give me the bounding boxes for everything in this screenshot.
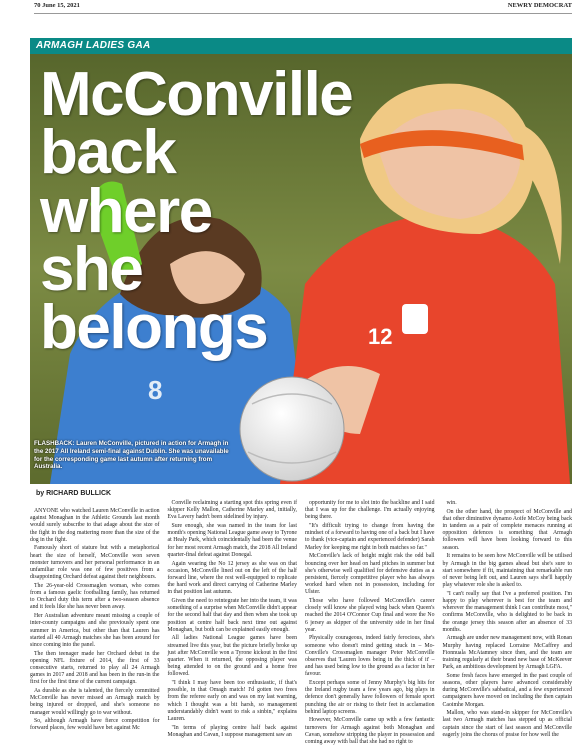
- photo-caption: [34, 440, 234, 471]
- article-paragraph: On the other hand, the prospect of McConville and that other diminutive dynamo Aoife McCoy being back in tandem as a pair of complete menaces running at opposition defences is something that Armagh followers will have been looking forward to this season.: [442, 508, 572, 551]
- article-paragraph: Sure enough, she was named in the team for last month's opening National League game away to Tyrone at Healy Park, which coincidentally had been the venue for her most recent Armagh match, the 2018 All Ireland quarter-final defeat against Donegal.: [167, 523, 297, 558]
- article-paragraph: Some fresh faces have emerged in the past couple of seasons, other players have advanced considerably during McConville's sabbatical, and a few experienced campaigners have moved on including the then captain Caoimhe Morgan.: [442, 672, 572, 708]
- article-paragraph: "I think I may have been too enthusiastic, if that's possible, in that Omagh match! I'd gotten two frees from the referee early on and was on my last warning, which I thought was a bit harsh, so management understandably didn't want to risk a sinbin," explains Lauren.: [167, 680, 297, 722]
- headline-line: back: [40, 118, 176, 188]
- headline: [40, 60, 353, 363]
- headline-line: she: [40, 234, 143, 304]
- article-paragraph: win.: [446, 500, 457, 506]
- headline-line: where: [40, 176, 212, 246]
- svg-text:8: 8: [148, 375, 163, 405]
- article-paragraph: ANYONE who watched Lauren McConville in action against Monaghan in the Athletic Grounds last month would surely subscribe to that adage about the size of the fight in the dog mattering more than the size of the dog in the fight.: [30, 508, 160, 543]
- article-column: [442, 500, 573, 738]
- article-paragraph: So, although Armagh have fierce competition for forward places, few would have bet against Mc: [30, 718, 160, 732]
- article-body: [30, 500, 572, 745]
- article-paragraph: However, McConville came up with a few fantastic turnovers for Armagh against both Monaghan and Cavan, somehow stripping the player in possession and coming away with ball that she had no right to: [305, 717, 435, 745]
- svg-text:12: 12: [368, 324, 393, 349]
- article-paragraph: Given the need to reintegrate her into the team, it was something of a surprise when McConville didn't appear for the second half that day and then when she took up position at centre half back next time out against Monaghan, but both can be explained easily enough.: [167, 597, 297, 633]
- article-paragraph: Armagh are under new management now, with Ronan Murphy having replaced Lorraine McCaffrey and Fionnuala McAtamney since then, and the team are training regularly at their brand new base of McKeever Park, an ambitious development by Armagh LGFA.: [442, 635, 572, 671]
- article-paragraph: Conville reclaiming a starting spot this spring even if skipper Kelly Mallon, Catherine Marley and, initially, Eva Lavery hadn't been sidelined by injury.: [167, 500, 297, 521]
- article-column: [167, 500, 298, 738]
- article-paragraph: Famously short of stature but with a metaphorical heart the size of herself, McConville won seven monster turnovers and her personal performance in an unfamiliar role was one of few positives from a disappointing Orchard defeat against their neighbours.: [30, 545, 160, 581]
- article-paragraph: McConville's lack of height might risk the odd ball bouncing over her head on hard pitches in summer but she's otherwise well qualified for defensive duties as a persistent, fiercely competitive player who has always worked hard when not in possession, including for Ulster.: [305, 553, 435, 596]
- article-paragraph: Mallon, who was stand-in skipper for McConville's last two Armagh matches has stepped up as official captain since the start of last season and McConville eagerly joins the chorus of praise for how well the: [442, 710, 572, 738]
- article-paragraph: It remains to be seen how McConville will be utilised by Armagh in the big games ahead but she's sure to start somewhere if fit, maintaining that remarkable run of never being left out, and Lauren says she'll happily play whatever role she is asked to.: [442, 553, 572, 589]
- article-paragraph: As durable as she is talented, the fiercely committed McConville has never missed an Armagh match by being injured or dropped, and she's someone no manager would willingly go to war without.: [30, 688, 160, 716]
- article-paragraph: Those who have followed McConville's career closely will know she played wing back when Queen's reached the 2014 O'Connor Cup final and wore the No 6 jersey as skipper of the university side in her final year.: [305, 597, 435, 633]
- article-paragraph: "I can't really say that I've a preferred position. I'm happy to play wherever is best for the team and wherever the management think I can contribute most," confirms McConville, who is delighted to be back in the orange jersey this season after an absence of 33 months.: [442, 590, 572, 633]
- article-paragraph: The 26-year-old Crossmaglen woman, who comes from a famous gaelic footballing family, has returned to Orchard duty this term after a two-season absence and it feels like she has never been away.: [30, 582, 160, 611]
- masthead: [34, 2, 572, 14]
- section-title: ARMAGH LADIES GAA: [36, 40, 151, 51]
- section-bar: [30, 38, 572, 54]
- article-column: [30, 500, 160, 732]
- caption-text: in action for Armagh in the 2017 All Ireland semi-final against Dublin. She was unavailable for the corresponding game last autumn after returning from Australia.: [34, 440, 229, 471]
- article-paragraph: opportunity for me to slot into the backline and I said that I was up for the challenge. I'm actually enjoying being there.: [305, 500, 435, 521]
- article-column: [305, 500, 435, 745]
- article-paragraph: The then teenager made her Orchard debut in the opening NFL fixture of 2014, the first of 33 consecutive starts, returned to play all 24 Armagh games in 2017 and 2018 and has been in the run-in the first for the first time of the current campaign.: [30, 650, 160, 686]
- article-paragraph: Except perhaps some of Jenny Murphy's big hits for the Ireland rugby team a few years ago, big plays in defence don't generally have followers of female sport punching the air or rising to their feet in acclamation behind laptop screens.: [305, 680, 435, 715]
- issue-date: 70 June 15, 2021: [34, 2, 80, 9]
- byline: by RICHARD BULLICK: [36, 490, 112, 497]
- headline-line: McConville: [40, 60, 353, 129]
- caption-lead: FLASHBACK: Lauren McConville, pictured: [34, 440, 160, 447]
- article-paragraph: "In terms of playing centre half back against Monaghan and Cavan, I suppose management saw an: [167, 724, 297, 738]
- article-paragraph: Again wearing the No 12 jersey as she was on that occasion, McConville lined out on the left of the half forward line, where the rest well-equipped to replicate the hard work and direct carrying of Catherine Marley in that position last autumn.: [167, 560, 297, 596]
- article-paragraph: Her Australian adventure meant missing a couple of inter-county campaigns and she previously spent one summer in America, but other than that Lauren has started all 40 Armagh matches she has been around for since coming into the panel.: [30, 613, 160, 648]
- headline-line: belongs: [40, 293, 268, 363]
- paper-name: NEWRY DEMOCRAT: [507, 2, 572, 9]
- article-paragraph: Physically courageous, indeed fairly ferocious, she's someone who doesn't mind getting stuck in – Mo-Conville's Crossmaglen manager Peter McConville observes that 'Lauren loves being in the thick of it' – and has used being low to the ground as a factor in her favour.: [305, 635, 435, 678]
- article-paragraph: All ladies National League games have been streamed live this year, but the picture briefly broke up just after McConville won a Tyrone kickout in the first quarter. When it returned, the opposing player was being attended to on the ground and a home free followed.: [167, 635, 297, 678]
- article-paragraph: "It's difficult trying to change from having the mindset of a forward to having one of a back but I have to thank (vice-captain and experienced defender) Sarah Marley for keeping me right in both matches so far.": [305, 523, 435, 551]
